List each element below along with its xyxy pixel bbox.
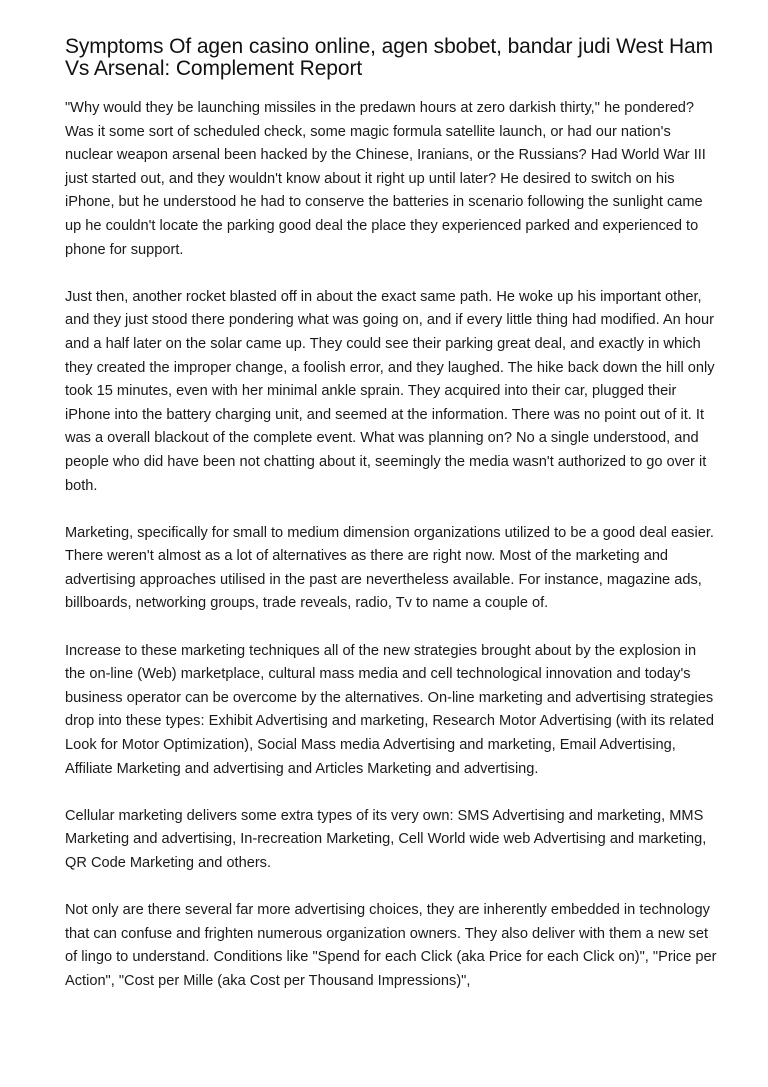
paragraph-2: Just then, another rocket blasted off in about the exact same path. He woke up his important other, and they just stood there pondering what was going on, and if every little thing had modified. An hour and a half later on the solar came up. They could see their parking great deal, and exactly in which they created the improper change, a foolish error, and they laughed. The hike back down the hill only took 15 minutes, even with her minimal ankle sprain. They acquired into their car, plugged their iPhone into the battery charging unit, and seemed at the information. There was no point out of it. It was a overall blackout of the complete event. What was planning on? No a single understood, and people who did have been not chatting about it, seemingly the media wasn't authorized to go over it both. — [65, 288, 715, 494]
paragraph-1: "Why would they be launching missiles in the predawn hours at zero darkish thirty," he pondered? Was it some sort of scheduled check, some magic formula satellite launch, or had our nation's nuclear weapon arsenal been hacked by the Chinese, Iranians, or the Russians? Had World War III just started out, and they wouldn't know about it right up until later? He desired to switch on his iPhone, but he understood he had to conserve the batteries in scenario following the sunlight came up he couldn't locate the parking good deal the place they experienced parked and experienced to phone for support. — [65, 100, 706, 258]
paragraph-3: Marketing, specifically for small to medium dimension organizations utilized to be a good deal easier. There weren't almost as a lot of alternatives as there are right now. Most of the marketing and advertising approaches utilised in the past are nevertheless available. For instance, magazine ads, billboards, networking groups, trade reveals, radio, Tv to name a couple of. — [65, 524, 714, 612]
document-title: Symptoms Of agen casino online, agen sbobet, bandar judi West Ham Vs Arsenal: Complement Report — [65, 35, 713, 80]
paragraph-5: Cellular marketing delivers some extra types of its very own: SMS Advertising and marketing, MMS Marketing and advertising, In-recreation Marketing, Cell World wide web Advertising and marketing, QR Code Marketing and others. — [65, 807, 707, 871]
paragraph-4: Increase to these marketing techniques all of the new strategies brought about by the explosion in the on-line (Web) marketplace, cultural mass media and cell technological innovation and today's business operator can be overcome by the alternatives. On-line marketing and advertising strategies drop into these types: Exhibit Advertising and marketing, Research Motor Advertising (with its related Look for Motor Optimization), Social Mass media Advertising and marketing, Email Advertising, Affiliate Marketing and advertising and Articles Marketing and advertising. — [65, 642, 714, 777]
paragraph-6: Not only are there several far more advertising choices, they are inherently embedded in technology that can confuse and frighten numerous organization owners. They also deliver with them a new set of lingo to understand. Conditions like "Spend for each Click (aka Price for each Click on)", "Price per Action", "Cost per Mille (aka Cost per Thousand Impressions)", — [65, 902, 717, 989]
